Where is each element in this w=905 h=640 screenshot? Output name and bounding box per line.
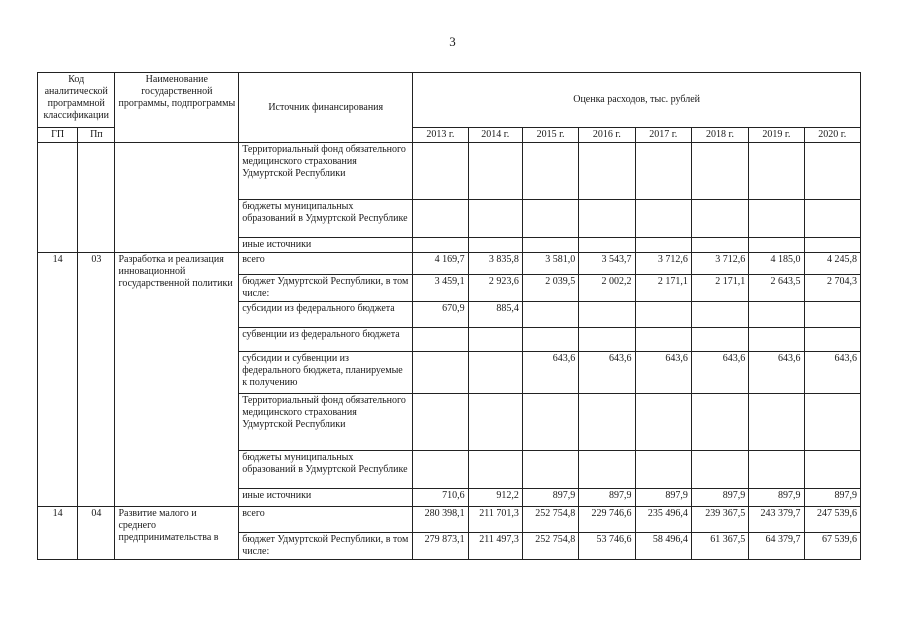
pp-header: Пп (78, 128, 115, 143)
value-cell (635, 302, 691, 328)
value-cell: 229 746,6 (579, 507, 635, 533)
value-cell (468, 352, 522, 394)
gp-code-cell: 14 (38, 507, 78, 560)
pp-code-cell: 03 (78, 253, 115, 507)
value-cell (635, 451, 691, 489)
year-header: 2015 г. (522, 128, 578, 143)
value-cell (522, 200, 578, 238)
value-cell (468, 143, 522, 200)
value-cell: 643,6 (749, 352, 804, 394)
value-cell: 211 497,3 (468, 533, 522, 560)
value-cell: 912,2 (468, 489, 522, 507)
value-cell (522, 143, 578, 200)
value-cell: 211 701,3 (468, 507, 522, 533)
value-cell (579, 451, 635, 489)
value-cell: 710,6 (413, 489, 468, 507)
value-cell: 3 835,8 (468, 253, 522, 275)
value-cell: 67 539,6 (804, 533, 860, 560)
table-row (38, 507, 861, 533)
value-cell: 53 746,6 (579, 533, 635, 560)
section-03 (38, 253, 861, 507)
gp-code-cell (38, 143, 78, 253)
value-cell (691, 451, 748, 489)
value-cell: 897,9 (749, 489, 804, 507)
source-cell: субсидии из федерального бюджета (239, 302, 413, 328)
value-cell: 897,9 (635, 489, 691, 507)
value-cell: 2 704,3 (804, 275, 860, 302)
value-cell: 643,6 (579, 352, 635, 394)
value-cell: 235 496,4 (635, 507, 691, 533)
value-cell: 4 169,7 (413, 253, 468, 275)
value-cell (522, 451, 578, 489)
table-row (38, 253, 861, 275)
value-cell: 670,9 (413, 302, 468, 328)
value-cell (749, 302, 804, 328)
value-cell (522, 328, 578, 352)
source-cell: Территориальный фонд обязательного медицинского страхования Удмуртской Республики (239, 143, 413, 200)
program-name-cell (115, 143, 239, 253)
value-cell: 897,9 (804, 489, 860, 507)
value-cell (522, 302, 578, 328)
value-cell: 2 002,2 (579, 275, 635, 302)
value-cell (468, 451, 522, 489)
source-cell: всего (239, 507, 413, 533)
value-cell: 3 712,6 (635, 253, 691, 275)
value-cell: 252 754,8 (522, 533, 578, 560)
value-cell (691, 238, 748, 253)
value-cell: 3 712,6 (691, 253, 748, 275)
source-cell: бюджеты муниципальных образований в Удмуртской Республике (239, 200, 413, 238)
program-name-cell: Разработка и реализация инновационной государственной политики (115, 253, 239, 507)
value-cell (804, 302, 860, 328)
value-cell (749, 143, 804, 200)
value-cell (691, 302, 748, 328)
value-cell: 897,9 (579, 489, 635, 507)
program-name-cell: Развитие малого и среднего предпринимательства в (115, 507, 239, 560)
value-cell (749, 200, 804, 238)
value-cell (804, 200, 860, 238)
value-cell (468, 328, 522, 352)
value-cell (579, 328, 635, 352)
value-cell (579, 143, 635, 200)
value-cell: 61 367,5 (691, 533, 748, 560)
value-cell (468, 394, 522, 451)
value-cell (468, 200, 522, 238)
section-04 (38, 507, 861, 560)
value-cell (468, 238, 522, 253)
page-number: 3 (449, 34, 456, 49)
value-cell (579, 302, 635, 328)
name-header: Наименование государственной программы, подпрограммы (115, 73, 239, 143)
value-cell (691, 394, 748, 451)
section-top (38, 143, 861, 253)
gp-header: ГП (38, 128, 78, 143)
value-cell (413, 451, 468, 489)
value-cell (413, 200, 468, 238)
value-cell (804, 328, 860, 352)
value-cell: 3 459,1 (413, 275, 468, 302)
year-header: 2014 г. (468, 128, 522, 143)
value-cell: 4 245,8 (804, 253, 860, 275)
table-header (38, 73, 861, 143)
value-cell: 279 873,1 (413, 533, 468, 560)
estimate-header: Оценка расходов, тыс. рублей (413, 73, 861, 128)
source-cell: всего (239, 253, 413, 275)
year-header: 2020 г. (804, 128, 860, 143)
value-cell (691, 328, 748, 352)
source-cell: субвенции из федерального бюджета (239, 328, 413, 352)
source-cell: Территориальный фонд обязательного медицинского страхования Удмуртской Республики (239, 394, 413, 451)
value-cell: 3 543,7 (579, 253, 635, 275)
value-cell: 2 039,5 (522, 275, 578, 302)
value-cell (749, 328, 804, 352)
value-cell (804, 451, 860, 489)
value-cell: 643,6 (804, 352, 860, 394)
value-cell (579, 238, 635, 253)
value-cell: 643,6 (691, 352, 748, 394)
value-cell (413, 328, 468, 352)
value-cell: 2 923,6 (468, 275, 522, 302)
value-cell: 280 398,1 (413, 507, 468, 533)
value-cell: 247 539,6 (804, 507, 860, 533)
value-cell (749, 238, 804, 253)
value-cell: 3 581,0 (522, 253, 578, 275)
value-cell: 897,9 (522, 489, 578, 507)
year-header: 2016 г. (579, 128, 635, 143)
value-cell: 885,4 (468, 302, 522, 328)
year-header: 2013 г. (413, 128, 468, 143)
source-cell: субсидии и субвенции из федерального бюджета, планируемые к получению (239, 352, 413, 394)
gp-code-cell: 14 (38, 253, 78, 507)
pp-code-cell (78, 143, 115, 253)
source-cell: бюджет Удмуртской Республики, в том числе: (239, 533, 413, 560)
source-cell: бюджеты муниципальных образований в Удмуртской Республике (239, 451, 413, 489)
value-cell: 4 185,0 (749, 253, 804, 275)
code-header: Код аналитической программной классификации (38, 73, 115, 128)
value-cell: 243 379,7 (749, 507, 804, 533)
year-header: 2018 г. (691, 128, 748, 143)
table-row (38, 143, 861, 200)
value-cell (522, 394, 578, 451)
value-cell: 897,9 (691, 489, 748, 507)
value-cell: 643,6 (522, 352, 578, 394)
value-cell (635, 143, 691, 200)
value-cell (522, 238, 578, 253)
value-cell (635, 200, 691, 238)
value-cell (749, 394, 804, 451)
source-header: Источник финансирования (239, 73, 413, 143)
value-cell (413, 352, 468, 394)
value-cell (635, 394, 691, 451)
value-cell (413, 238, 468, 253)
value-cell (804, 238, 860, 253)
value-cell (749, 451, 804, 489)
value-cell (579, 394, 635, 451)
value-cell: 252 754,8 (522, 507, 578, 533)
value-cell (635, 238, 691, 253)
value-cell: 239 367,5 (691, 507, 748, 533)
year-header: 2019 г. (749, 128, 804, 143)
value-cell (413, 394, 468, 451)
value-cell: 2 171,1 (635, 275, 691, 302)
value-cell: 2 643,5 (749, 275, 804, 302)
value-cell (804, 143, 860, 200)
value-cell (579, 200, 635, 238)
source-cell: иные источники (239, 238, 413, 253)
value-cell (804, 394, 860, 451)
value-cell: 58 496,4 (635, 533, 691, 560)
pp-code-cell: 04 (78, 507, 115, 560)
value-cell: 643,6 (635, 352, 691, 394)
source-cell: бюджет Удмуртской Республики, в том числе: (239, 275, 413, 302)
budget-table (37, 72, 861, 560)
value-cell: 64 379,7 (749, 533, 804, 560)
value-cell (691, 200, 748, 238)
value-cell (691, 143, 748, 200)
year-header: 2017 г. (635, 128, 691, 143)
value-cell (635, 328, 691, 352)
source-cell: иные источники (239, 489, 413, 507)
value-cell (413, 143, 468, 200)
value-cell: 2 171,1 (691, 275, 748, 302)
